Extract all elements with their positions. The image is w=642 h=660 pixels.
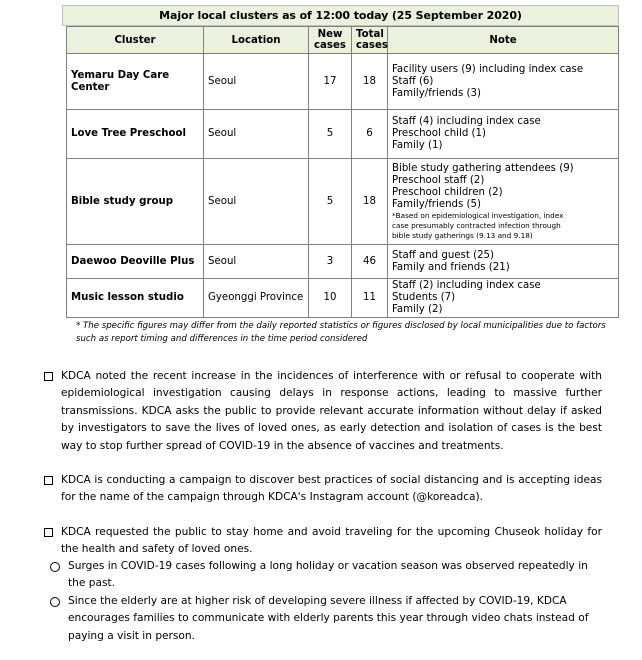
table-row — [67, 54, 619, 110]
cluster-name — [67, 54, 204, 110]
total-cases: 46 — [352, 245, 388, 279]
header-note: Note — [388, 27, 619, 54]
table-row — [67, 245, 619, 279]
cluster-name-line: Yemaru Day Care — [71, 69, 170, 81]
new-cases: 5 — [309, 159, 352, 245]
circle-bullet-icon — [50, 597, 60, 607]
header-new-cases-line: New — [317, 29, 343, 40]
cluster-name: Music lesson studio — [67, 279, 204, 318]
note-line: Family (1) — [392, 140, 443, 151]
note-line: Facility users (9) including index case — [392, 63, 584, 75]
note — [388, 245, 619, 279]
note-line: Staff (2) including index case — [392, 280, 541, 291]
paragraph-campaign — [42, 472, 602, 507]
paragraph-text: KDCA noted the recent increase in the incidences of interference with or refusal to cooperate with epidemiological investigation causing delays in response actions, leading to massive further transmissions. KDCA asks the public to provide relevant accurate information without delay if asked by investigators to save the lives of loved ones, as early detection and isolation of cases is the best way to stop further spread of COVID-19 in the absence of vaccines and treatments. — [61, 370, 602, 452]
new-cases: 10 — [309, 279, 352, 318]
note-line: Preschool child (1) — [392, 128, 486, 139]
new-cases: 3 — [309, 245, 352, 279]
location: Gyeonggi Province — [204, 279, 309, 318]
paragraph-investigation — [42, 368, 602, 455]
header-location: Location — [204, 27, 309, 54]
table-header-row — [67, 27, 619, 54]
cluster-name: Love Tree Preschool — [67, 110, 204, 159]
clusters-table — [66, 26, 619, 318]
new-cases: 17 — [309, 54, 352, 110]
note-line: Preschool children (2) — [392, 186, 503, 198]
note — [388, 110, 619, 159]
sub-bullet-elderly — [50, 593, 600, 645]
new-cases: 5 — [309, 110, 352, 159]
square-bullet-icon — [44, 528, 53, 537]
location: Seoul — [204, 159, 309, 245]
table-row — [67, 159, 619, 245]
note-line: Bible study gathering attendees (9) — [392, 162, 574, 174]
note — [388, 54, 619, 110]
note-line: Staff (6) — [392, 75, 434, 87]
note-line: Staff and guest (25) — [392, 249, 495, 261]
note-footnote-line: *Based on epidemiological investigation, index — [392, 210, 564, 220]
note — [388, 279, 619, 318]
total-cases: 18 — [352, 159, 388, 245]
note-line: Family/friends (3) — [392, 87, 481, 99]
sub-bullet-text: Since the elderly are at higher risk of developing severe illness if affected by COVID-19, KDCA encourages families to communicate with elderly parents this year through video chats instead of paying a visit in person. — [68, 595, 589, 642]
table-row — [67, 110, 619, 159]
note-footnote-line: case presumably contracted infection through — [392, 220, 561, 230]
header-total-cases-line: cases — [356, 40, 388, 51]
header-new-cases — [309, 27, 352, 54]
total-cases: 11 — [352, 279, 388, 318]
square-bullet-icon — [44, 476, 53, 485]
paragraph-text: KDCA requested the public to stay home and avoid traveling for the upcoming Chuseok holiday for the health and safety of loved ones. — [61, 526, 602, 556]
total-cases: 18 — [352, 54, 388, 110]
location: Seoul — [204, 245, 309, 279]
table-title: Major local clusters as of 12:00 today (25 September 2020) — [62, 5, 619, 26]
total-cases: 6 — [352, 110, 388, 159]
square-bullet-icon — [44, 372, 53, 381]
location: Seoul — [204, 54, 309, 110]
note-line: Family and friends (21) — [392, 261, 510, 273]
header-new-cases-line: cases — [314, 40, 346, 51]
cluster-name: Bible study group — [67, 159, 204, 245]
note-line: Preschool staff (2) — [392, 174, 485, 186]
paragraph-chuseok — [42, 524, 602, 559]
note — [388, 159, 619, 245]
cluster-name-line: Center — [71, 81, 110, 93]
cluster-name: Daewoo Deoville Plus — [67, 245, 204, 279]
header-cluster: Cluster — [67, 27, 204, 54]
note-footnote-line: bible study gatherings (9.13 and 9.18) — [392, 230, 533, 240]
sub-bullet-text: Surges in COVID-19 cases following a long holiday or vacation season was observed repeatedly in the past. — [68, 560, 588, 590]
sub-bullet-surges — [50, 558, 600, 593]
note-line: Family/friends (5) — [392, 198, 481, 210]
table-row — [67, 279, 619, 318]
circle-bullet-icon — [50, 562, 60, 572]
note-line: Students (7) — [392, 292, 456, 303]
note-line: Family (2) — [392, 304, 443, 315]
header-total-cases-line: Total — [356, 29, 384, 40]
paragraph-text: KDCA is conducting a campaign to discover best practices of social distancing and is accepting ideas for the name of the campaign through KDCA's Instagram account (@koreadca). — [61, 474, 602, 504]
table-footnote: * The specific figures may differ from the daily reported statistics or figures disclosed by local municipalities due to factors such as report timing and differences in the time period considered — [76, 321, 606, 344]
note-line: Staff (4) including index case — [392, 116, 541, 127]
header-total-cases — [352, 27, 388, 54]
location: Seoul — [204, 110, 309, 159]
